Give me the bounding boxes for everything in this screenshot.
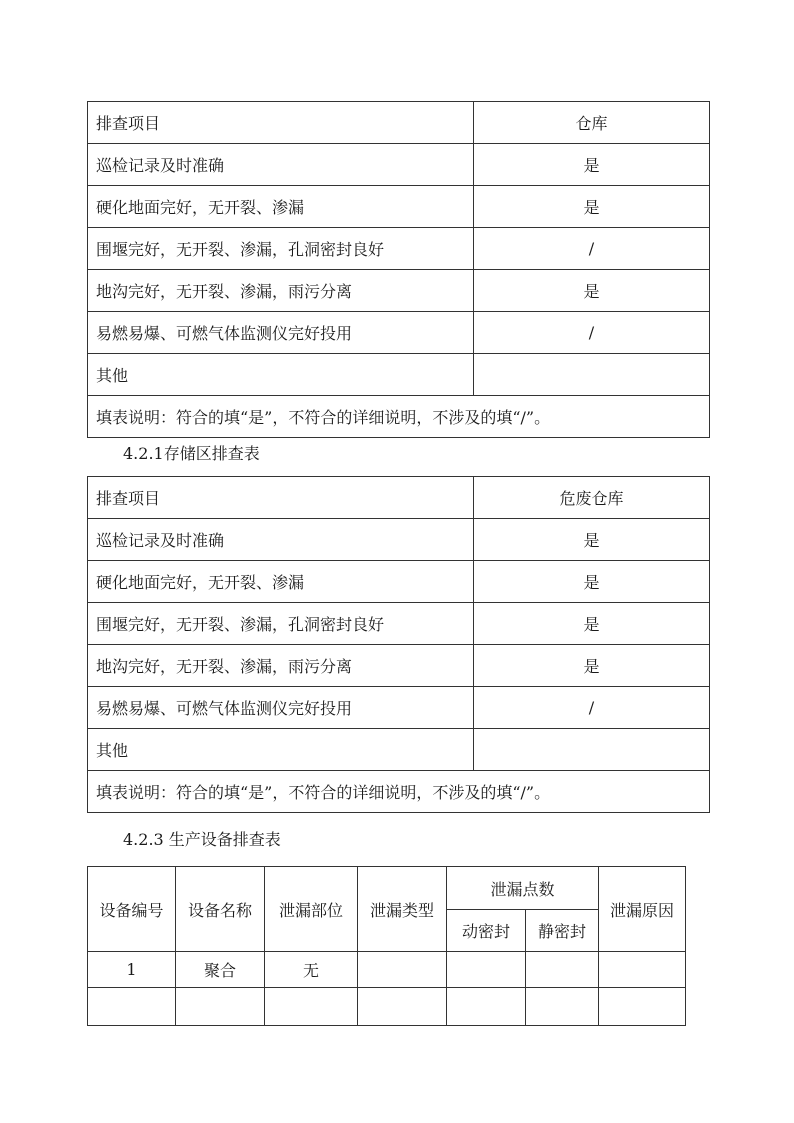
header-equipment-no: 设备编号 (88, 867, 176, 952)
row-item: 易燃易爆、可燃气体监测仪完好投用 (88, 687, 474, 729)
row-item: 其他 (88, 729, 474, 771)
table-row (88, 186, 710, 228)
header-leak-type: 泄漏类型 (358, 867, 447, 952)
table-row (88, 561, 710, 603)
row-value: 是 (474, 603, 710, 645)
row-item: 地沟完好，无开裂、渗漏，雨污分离 (88, 270, 474, 312)
table-note: 填表说明：符合的填“是”，不符合的详细说明，不涉及的填“/”。 (88, 771, 710, 813)
row-value (474, 354, 710, 396)
cell-equipment-name: 聚合 (176, 952, 265, 988)
table-note-row (88, 771, 710, 813)
row-item: 围堰完好，无开裂、渗漏，孔洞密封良好 (88, 603, 474, 645)
row-item: 巡检记录及时准确 (88, 144, 474, 186)
header-leak-points: 泄漏点数 (447, 867, 599, 910)
table-row (88, 144, 710, 186)
cell-leak-reason (599, 952, 686, 988)
cell-static-seal (526, 988, 599, 1026)
header-value: 危废仓库 (474, 477, 710, 519)
row-value: / (474, 312, 710, 354)
row-item: 地沟完好，无开裂、渗漏，雨污分离 (88, 645, 474, 687)
table-row (88, 354, 710, 396)
table-header-row (88, 102, 710, 144)
table-row (88, 228, 710, 270)
row-item: 巡检记录及时准确 (88, 519, 474, 561)
table-row (88, 952, 686, 988)
row-value: / (474, 687, 710, 729)
row-value: 是 (474, 144, 710, 186)
cell-leak-part: 无 (265, 952, 358, 988)
header-dynamic-seal: 动密封 (447, 910, 526, 952)
cell-static-seal (526, 952, 599, 988)
header-item: 排查项目 (88, 477, 474, 519)
cell-leak-type (358, 988, 447, 1026)
row-item: 硬化地面完好，无开裂、渗漏 (88, 561, 474, 603)
table-row (88, 645, 710, 687)
cell-dynamic-seal (447, 952, 526, 988)
header-item: 排查项目 (88, 102, 474, 144)
header-equipment-name: 设备名称 (176, 867, 265, 952)
section-caption: 4.2.1存储区排查表 (123, 444, 260, 463)
header-value: 仓库 (474, 102, 710, 144)
section-caption: 4.2.3 生产设备排查表 (123, 830, 281, 849)
row-value: 是 (474, 645, 710, 687)
header-leak-part: 泄漏部位 (265, 867, 358, 952)
table-row (88, 519, 710, 561)
row-item: 易燃易爆、可燃气体监测仪完好投用 (88, 312, 474, 354)
cell-leak-part (265, 988, 358, 1026)
table-note: 填表说明：符合的填“是”，不符合的详细说明，不涉及的填“/”。 (88, 396, 710, 438)
hazardous-warehouse-check-table (87, 476, 710, 813)
table-row (88, 988, 686, 1026)
row-value: 是 (474, 270, 710, 312)
row-item: 围堰完好，无开裂、渗漏，孔洞密封良好 (88, 228, 474, 270)
cell-dynamic-seal (447, 988, 526, 1026)
row-value: 是 (474, 561, 710, 603)
cell-leak-reason (599, 988, 686, 1026)
equipment-leak-table (87, 866, 686, 1026)
warehouse-check-table (87, 101, 710, 438)
table-row (88, 312, 710, 354)
cell-leak-type (358, 952, 447, 988)
table-row (88, 603, 710, 645)
table-row (88, 729, 710, 771)
table-row (88, 270, 710, 312)
row-value (474, 729, 710, 771)
cell-equipment-name (176, 988, 265, 1026)
row-item: 硬化地面完好，无开裂、渗漏 (88, 186, 474, 228)
row-value: 是 (474, 186, 710, 228)
cell-equipment-no: 1 (88, 952, 176, 988)
table-header-row (88, 867, 686, 910)
row-value: / (474, 228, 710, 270)
cell-equipment-no (88, 988, 176, 1026)
table-note-row (88, 396, 710, 438)
header-static-seal: 静密封 (526, 910, 599, 952)
row-item: 其他 (88, 354, 474, 396)
table-header-row (88, 477, 710, 519)
row-value: 是 (474, 519, 710, 561)
table-row (88, 687, 710, 729)
header-leak-reason: 泄漏原因 (599, 867, 686, 952)
